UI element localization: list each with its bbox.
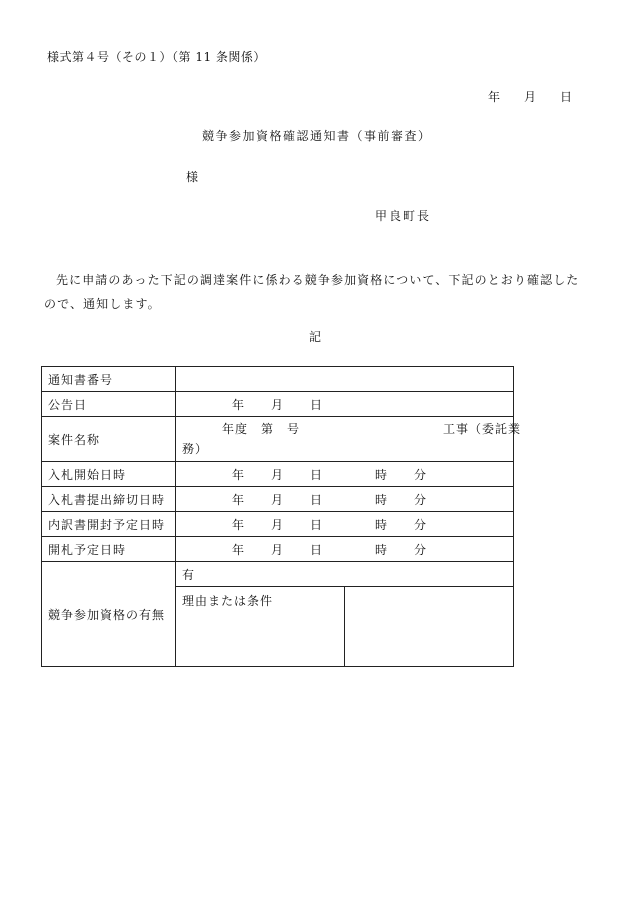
label-reason-conditions: 理由または条件	[176, 587, 345, 667]
value-bid-deadline: 年 月 日 時 分	[176, 487, 514, 512]
value-notice-number	[176, 367, 514, 392]
label-qualification: 競争参加資格の有無	[42, 562, 176, 667]
form-number: 様式第４号（その１）（第 11 条関係）	[47, 50, 266, 64]
table-row	[42, 367, 514, 392]
table-row	[42, 487, 514, 512]
body-text: 先に申請のあった下記の調達案件に係わる競争参加資格について、下記のとおり確認したので、通知します。	[44, 273, 580, 311]
info-table	[41, 366, 522, 667]
value-announcement-date: 年 月 日	[176, 392, 514, 417]
label-notice-number: 通知書番号	[42, 367, 176, 392]
case-name-line-1: 年度 第 号 工事（委託業	[222, 422, 522, 436]
table-row	[42, 392, 514, 417]
addressee-suffix: 様	[186, 170, 199, 184]
case-name-line-2: 務）	[182, 442, 209, 456]
value-bid-opening: 年 月 日 時 分	[176, 537, 514, 562]
document-title: 競争参加資格確認通知書（事前審査）	[202, 129, 432, 143]
label-bid-start: 入札開始日時	[42, 462, 176, 487]
ki-heading: 記	[309, 330, 322, 344]
label-bid-opening: 開札予定日時	[42, 537, 176, 562]
table-row	[42, 562, 514, 587]
value-qualification-yes: 有	[176, 562, 514, 587]
label-bid-deadline: 入札書提出締切日時	[42, 487, 176, 512]
value-reason-conditions	[345, 587, 514, 667]
table-row	[42, 462, 514, 487]
label-case-name: 案件名称	[42, 417, 176, 462]
value-case-name	[176, 417, 522, 462]
table-row	[42, 537, 514, 562]
issuer-name: 甲良町長	[375, 209, 432, 223]
value-bid-start: 年 月 日 時 分	[176, 462, 514, 487]
value-breakdown-opening: 年 月 日 時 分	[176, 512, 514, 537]
table-row	[42, 512, 514, 537]
issue-date: 年 月 日	[488, 90, 573, 104]
label-breakdown-opening: 内訳書開封予定日時	[42, 512, 176, 537]
label-announcement-date: 公告日	[42, 392, 176, 417]
table-row	[42, 417, 514, 462]
